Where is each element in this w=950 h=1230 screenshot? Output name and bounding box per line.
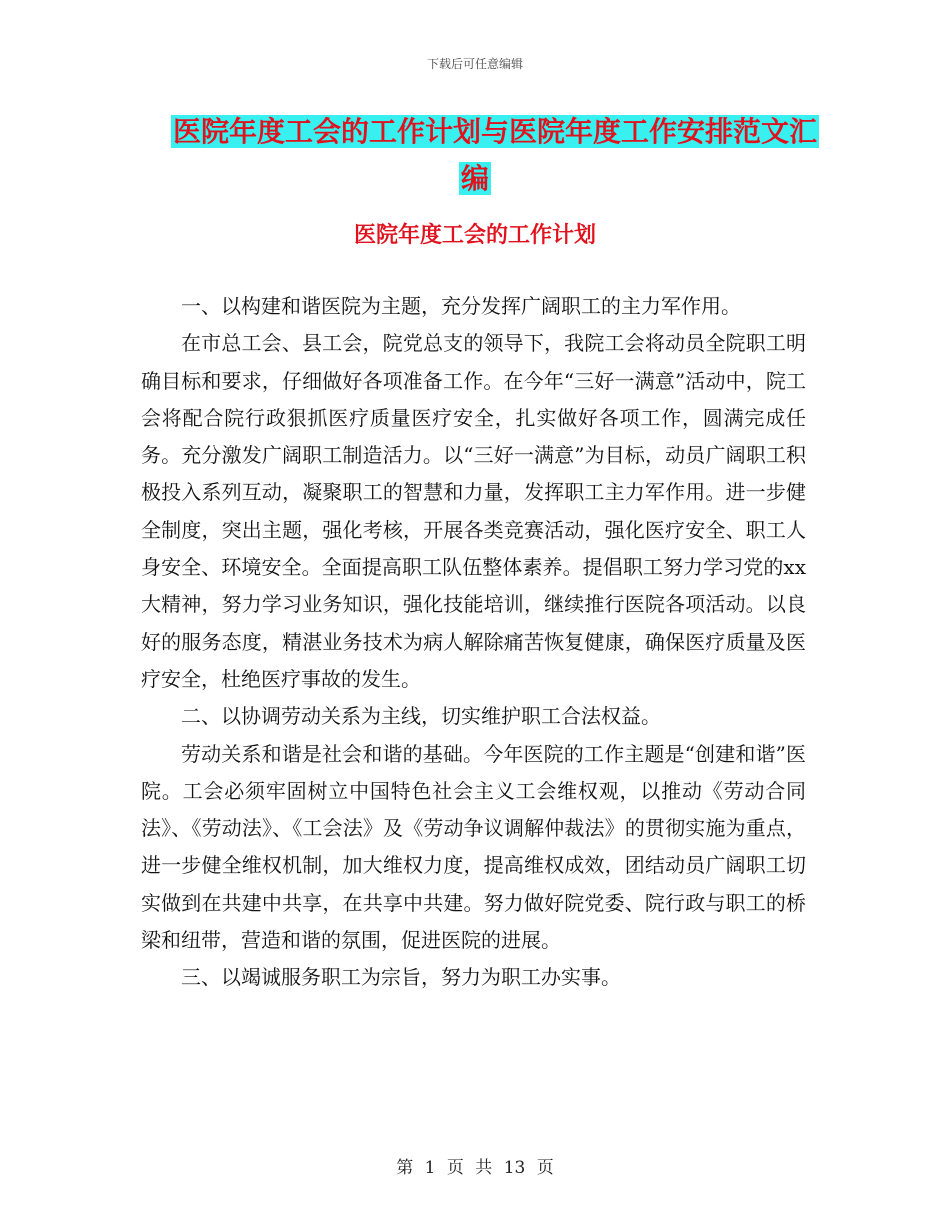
paragraph-heading-2: 二、以协调劳动关系为主线，切实维护职工合法权益。: [181, 704, 661, 729]
paragraph: 在市总工会、县工会，院党总支的领导下，我院工会将动员全院职工明确目标和要求，仔细做好各项准备工作。在今年“三好一满意”活动中，院工会将配合院行政狠抓医疗质量医疗安全，扎实做好各项工作，圆满完成任务。充分激发广阔职工制造活力。以“三好一满意”为目标，动员广阔职工积极投入系列互动，凝聚职工的智慧和力量，发挥职工主力军作用。进一步健全制度，突出主题，强化考核，开展各类竞赛活动，强化医疗安全、职工人身安全、环境安全。全面提高职工队伍整体素养。提倡职工努力学习党的xx大精神，努力学习业务知识，强化技能培训，继续推行医院各项活动。以良好的服务态度，精湛业务技术为病人解除痛苦恢复健康，确保医疗质量及医疗安全，杜绝医疗事故的发生。: [141, 331, 806, 691]
document-title-line1: 医院年度工会的工作计划与医院年度工作安排范文汇: [172, 115, 817, 148]
paragraph: 劳动关系和谐是社会和谐的基础。今年医院的工作主题是“创建和谐”医院。工会必须牢固树立中国特色社会主义工会维权观，以推动《劳动合同法》、《劳动法》、《工会法》及《劳动争议调解仲裁法》的贯彻实施为重点，进一步健全维权机制，加大维权力度，提高维权成效，团结动员广阔职工切实做到在共建中共享，在共享中共建。努力做好院党委、院行政与职工的桥梁和纽带，营造和谐的氛围，促进医院的进展。: [141, 741, 806, 953]
section-title: 医院年度工会的工作计划: [353, 222, 596, 248]
body-text: [141, 288, 806, 997]
page-footer: 第 1 页 共 13 页: [396, 1158, 554, 1178]
header-note: 下载后可任意编辑: [426, 57, 523, 71]
paragraph-heading-1: 一、以构建和谐医院为主题，充分发挥广阔职工的主力军作用。: [181, 294, 741, 318]
document-title: [0, 108, 950, 202]
paragraph-heading-3: 三、以竭诚服务职工为宗旨，努力为职工办实事。: [181, 965, 621, 990]
document-title-line2: 编: [460, 162, 489, 195]
